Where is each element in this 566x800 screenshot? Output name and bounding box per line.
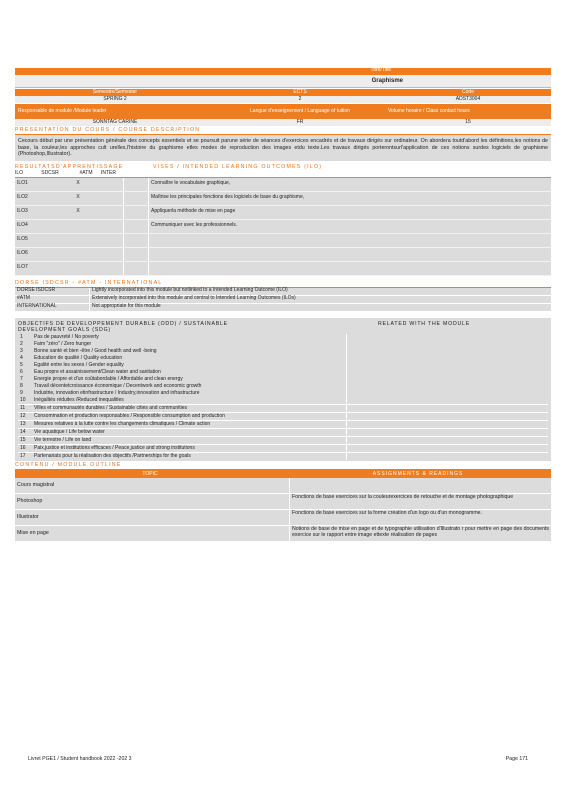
sdg-text: Bonne santé et bien -être / Good health and well -being	[34, 347, 157, 354]
sdg-num: 9	[20, 389, 23, 396]
legend-text: Extensively incorporated into this module and central to Intended Learning Outcomes (ILOs)	[90, 295, 552, 303]
sdg-text: Industrie, innovation etinfrastructure / Industry,innovation and infrastructure	[34, 389, 200, 396]
sdg-related	[347, 376, 549, 383]
outline-table	[15, 478, 551, 542]
outline-assignment: Fonctions de base exercices sur la couleurexercices de retouche et de montage photographique	[290, 493, 552, 509]
sdg-related	[347, 355, 549, 362]
ilo-text	[149, 261, 552, 275]
sdg-num: 8	[20, 382, 23, 389]
sdg-row	[18, 452, 548, 460]
sdg-text: Partenariats pour la réalisation des objectifs /Partnerships for the goals	[34, 452, 191, 459]
sdg-num: 12	[20, 412, 26, 419]
sdg-related	[347, 452, 549, 460]
presentation-text: Cecours début par une présentation générale des concepts essentiels et se poursuit parune série de séances d'exercices encadrés et de travaux dirigés sur ordinateur. On abordera toutd'abord les définitions,les notions de base, la couleur,les approches cult urelles,l'histoire du graphisme etles modes de reproduction des images etdu texte.Les travaux dirigés porterontsurl'application de ces notions surdes logiciels de graphisme (Photoshop,Illustrator).	[15, 135, 551, 161]
outline-topic: Mise en page	[15, 525, 290, 541]
ilo-row	[15, 219, 551, 233]
langue-label: Langue d'enseignement / Language of tuition	[250, 107, 350, 114]
outline-heading: CONTENU / MODULE OUTLINE	[15, 461, 551, 470]
sdg-related	[347, 369, 549, 376]
outline-assignment: Fonctions de base exercices sur la forme création d'un logo ou d'un monogramme.	[290, 509, 552, 525]
ilo-id: ILO4	[15, 219, 33, 233]
sdg-related	[347, 390, 549, 397]
ilo-mark	[33, 261, 124, 275]
course-sheet	[15, 68, 551, 542]
volume-value: 15	[465, 119, 471, 125]
outline-row	[15, 509, 551, 525]
sdg-num: 14	[20, 428, 26, 435]
ects-label: ECTS	[293, 89, 307, 95]
presentation-heading: PRESENTATION DU COURS / COURSE DESCRIPTION	[15, 126, 551, 135]
sdg-row	[18, 428, 548, 436]
sdg-num: 15	[20, 436, 26, 443]
ilo-mark	[33, 233, 124, 247]
sdg-text: Mesures relatives à la lutte contre les changements climatiques / Climate action	[34, 420, 211, 427]
ilo-text: Appliquerla méthode de mise en page	[149, 205, 552, 219]
semester-label: Semestre/Semester	[92, 89, 138, 95]
volume-label: Volume horaire / Class contact hours	[388, 107, 470, 114]
sdg-num: 13	[20, 420, 26, 427]
results-heading-right: VISES / INTENDED LEARNING OUTCOMES (ILO)	[153, 163, 323, 170]
ilo-id: ILO2	[15, 191, 33, 205]
langue-value: FR	[296, 119, 304, 125]
col-assignments: ASSIGNMENTS & READINGS	[372, 470, 464, 477]
sdg-related	[347, 334, 549, 341]
ilo-table	[15, 178, 551, 276]
outline-row	[15, 525, 551, 541]
sdg-related	[347, 341, 549, 348]
sdg-num: 2	[20, 340, 23, 347]
sdg-row	[18, 397, 548, 405]
ilo-row	[15, 178, 551, 192]
ilo-text: Connaître le vocabulaire graphique,	[149, 178, 552, 192]
sdg-text: Villes et communautés durables / Sustainable cities and communities	[34, 404, 188, 411]
legend-key: DORSE ISDCSR	[15, 288, 90, 296]
sdg-text: Paix,justice et institutions efficaces / Peace,justice and strong institutions	[34, 444, 195, 451]
ilo-row	[15, 191, 551, 205]
sdg-row	[18, 341, 548, 348]
sdg-related	[347, 404, 549, 412]
results-heading-left: RESULTATSD'APPRENTISSAGE	[15, 163, 124, 170]
sdg-related	[347, 420, 549, 428]
sdg-row	[18, 420, 548, 428]
sdg-row	[18, 412, 548, 420]
outline-topic: Cours magistral	[15, 478, 290, 494]
sdg-row	[18, 404, 548, 412]
sdg-text: Pas de pauvreté / No poverty	[34, 333, 99, 340]
col-topic: TOPIC	[142, 470, 158, 477]
outline-row	[15, 493, 551, 509]
page-number: Page 171	[505, 756, 528, 762]
ilo-id: ILO7	[15, 261, 33, 275]
outline-topic: Photoshop	[15, 493, 290, 509]
sdg-text: Vie aquatique / Life below water	[34, 428, 105, 435]
sdg-row	[18, 355, 548, 362]
ilo-id: ILO5	[15, 233, 33, 247]
sdg-row	[18, 436, 548, 444]
col-atm: #ATM	[79, 169, 93, 176]
sdg-row	[18, 369, 548, 376]
code-label: Code	[462, 89, 474, 95]
sdg-num: 7	[20, 375, 23, 382]
sdg-related	[347, 383, 549, 390]
legend-table	[15, 288, 551, 312]
sdg-row	[18, 362, 548, 369]
sdg-num: 10	[20, 396, 26, 403]
sdg-table	[18, 334, 548, 460]
outline-assignment	[290, 478, 552, 494]
sdg-row	[18, 444, 548, 452]
legend-text: Lightly incorporated into this module but notlinked to a Intended Learning Outcome (ILO)	[90, 288, 552, 296]
title-label: Titre/Title	[15, 68, 551, 75]
sdg-related	[347, 444, 549, 452]
sdg-related	[347, 412, 549, 420]
outline-topic: Illustrator	[15, 509, 290, 525]
sdg-text: Travail décentetcroissance économique / Decentwork and economic growth	[34, 382, 202, 389]
ilo-text	[149, 247, 552, 261]
legend-key: #ATM	[15, 295, 90, 303]
ilo-text: Communiquer avec les professionnels.	[149, 219, 552, 233]
sdg-row	[18, 334, 548, 341]
ilo-mark	[33, 219, 124, 233]
ilo-text: Maîtrise les principales fonctions des logiciels de base du graphisme,	[149, 191, 552, 205]
sdg-text: Consommation et production responsables / Responsible consumption and production	[34, 412, 225, 419]
responsable-label: Responsable de module /Module leader	[18, 107, 107, 114]
sdg-section	[15, 318, 551, 461]
outline-row	[15, 478, 551, 494]
ilo-row	[15, 247, 551, 261]
sdg-row	[18, 383, 548, 390]
sdg-row	[18, 390, 548, 397]
legend-heading: DORSE ISDCSR - #ATM - INTERNATIONAL	[15, 279, 551, 288]
sdg-related	[347, 362, 549, 369]
responsable-value: SONNTAG CARINE	[92, 119, 138, 125]
col-inter: INTER	[101, 169, 116, 176]
sdg-text: Faim "zéro" / Zero hunger	[34, 340, 92, 347]
footer	[28, 757, 528, 763]
sdg-heading-left-2: DEVELOPMENT GOALS (SDG)	[18, 326, 111, 333]
sdg-num: 16	[20, 444, 26, 451]
sdg-num: 4	[20, 354, 23, 361]
sdg-num: 11	[20, 404, 26, 411]
sdg-num: 1	[20, 333, 23, 340]
ilo-text	[149, 233, 552, 247]
sdg-text: Inégalités réduites /Reduced inequalities	[34, 396, 124, 403]
ilo-id: ILO3	[15, 205, 33, 219]
sdg-num: 5	[20, 361, 23, 368]
ilo-row	[15, 233, 551, 247]
ilo-id: ILO6	[15, 247, 33, 261]
sdg-text: Education de qualité / Quality education	[34, 354, 123, 361]
sdg-heading-right: RELATED WITH THE MODULE	[378, 320, 470, 327]
ects-value: 2	[298, 96, 302, 102]
ilo-row	[15, 205, 551, 219]
ilo-mark	[33, 247, 124, 261]
sdg-related	[347, 348, 549, 355]
sdg-heading-left: OBJECTIFS DE DEVELOPPEMENT DURABLE (ODD) / SUSTAINABLE	[18, 320, 228, 327]
col-sdcsr: SDCSR	[41, 169, 59, 176]
sdg-row	[18, 376, 548, 383]
legend-text: Not appropriate for this module	[90, 303, 552, 311]
semester-value: SPRING 2	[103, 96, 127, 102]
ilo-id: ILO1	[15, 178, 33, 192]
legend-key: INTERNATIONAL	[15, 303, 90, 311]
sdg-num: 3	[20, 347, 23, 354]
ilo-row	[15, 261, 551, 275]
sdg-text: Vie terrestre / Life on land	[34, 436, 92, 443]
footer-handbook: Livret PGE1 / Student handbook 2022 -202 3	[28, 756, 132, 762]
sdg-related	[347, 436, 549, 444]
sdg-related	[347, 428, 549, 436]
sdg-related	[347, 397, 549, 405]
legend-row	[15, 303, 551, 311]
ilo-mark: X	[33, 191, 124, 205]
sdg-num: 17	[20, 452, 26, 459]
course-title: Graphisme	[15, 75, 551, 88]
sdg-num: 6	[20, 368, 23, 375]
sdg-text: Eau propre et assainissement/Clean water and sanitation	[34, 368, 161, 375]
ilo-mark: X	[33, 205, 124, 219]
sdg-text: Energie propre et d'un coûtabordable / Affordable and clean energy	[34, 375, 183, 382]
sdg-row	[18, 348, 548, 355]
outline-assignment: Notions de base de mise en page et de typographie utilisation d'Illustrato r pour mettre en page des documents exercice sur le rapport entre image ettexte réalisation de pages	[290, 525, 552, 541]
ilo-mark: X	[33, 178, 124, 192]
code-value: ADST3004	[455, 96, 481, 102]
sdg-text: Egalité entre les sexes / Gender equality	[34, 361, 124, 368]
col-ilo: ILO	[15, 169, 24, 176]
